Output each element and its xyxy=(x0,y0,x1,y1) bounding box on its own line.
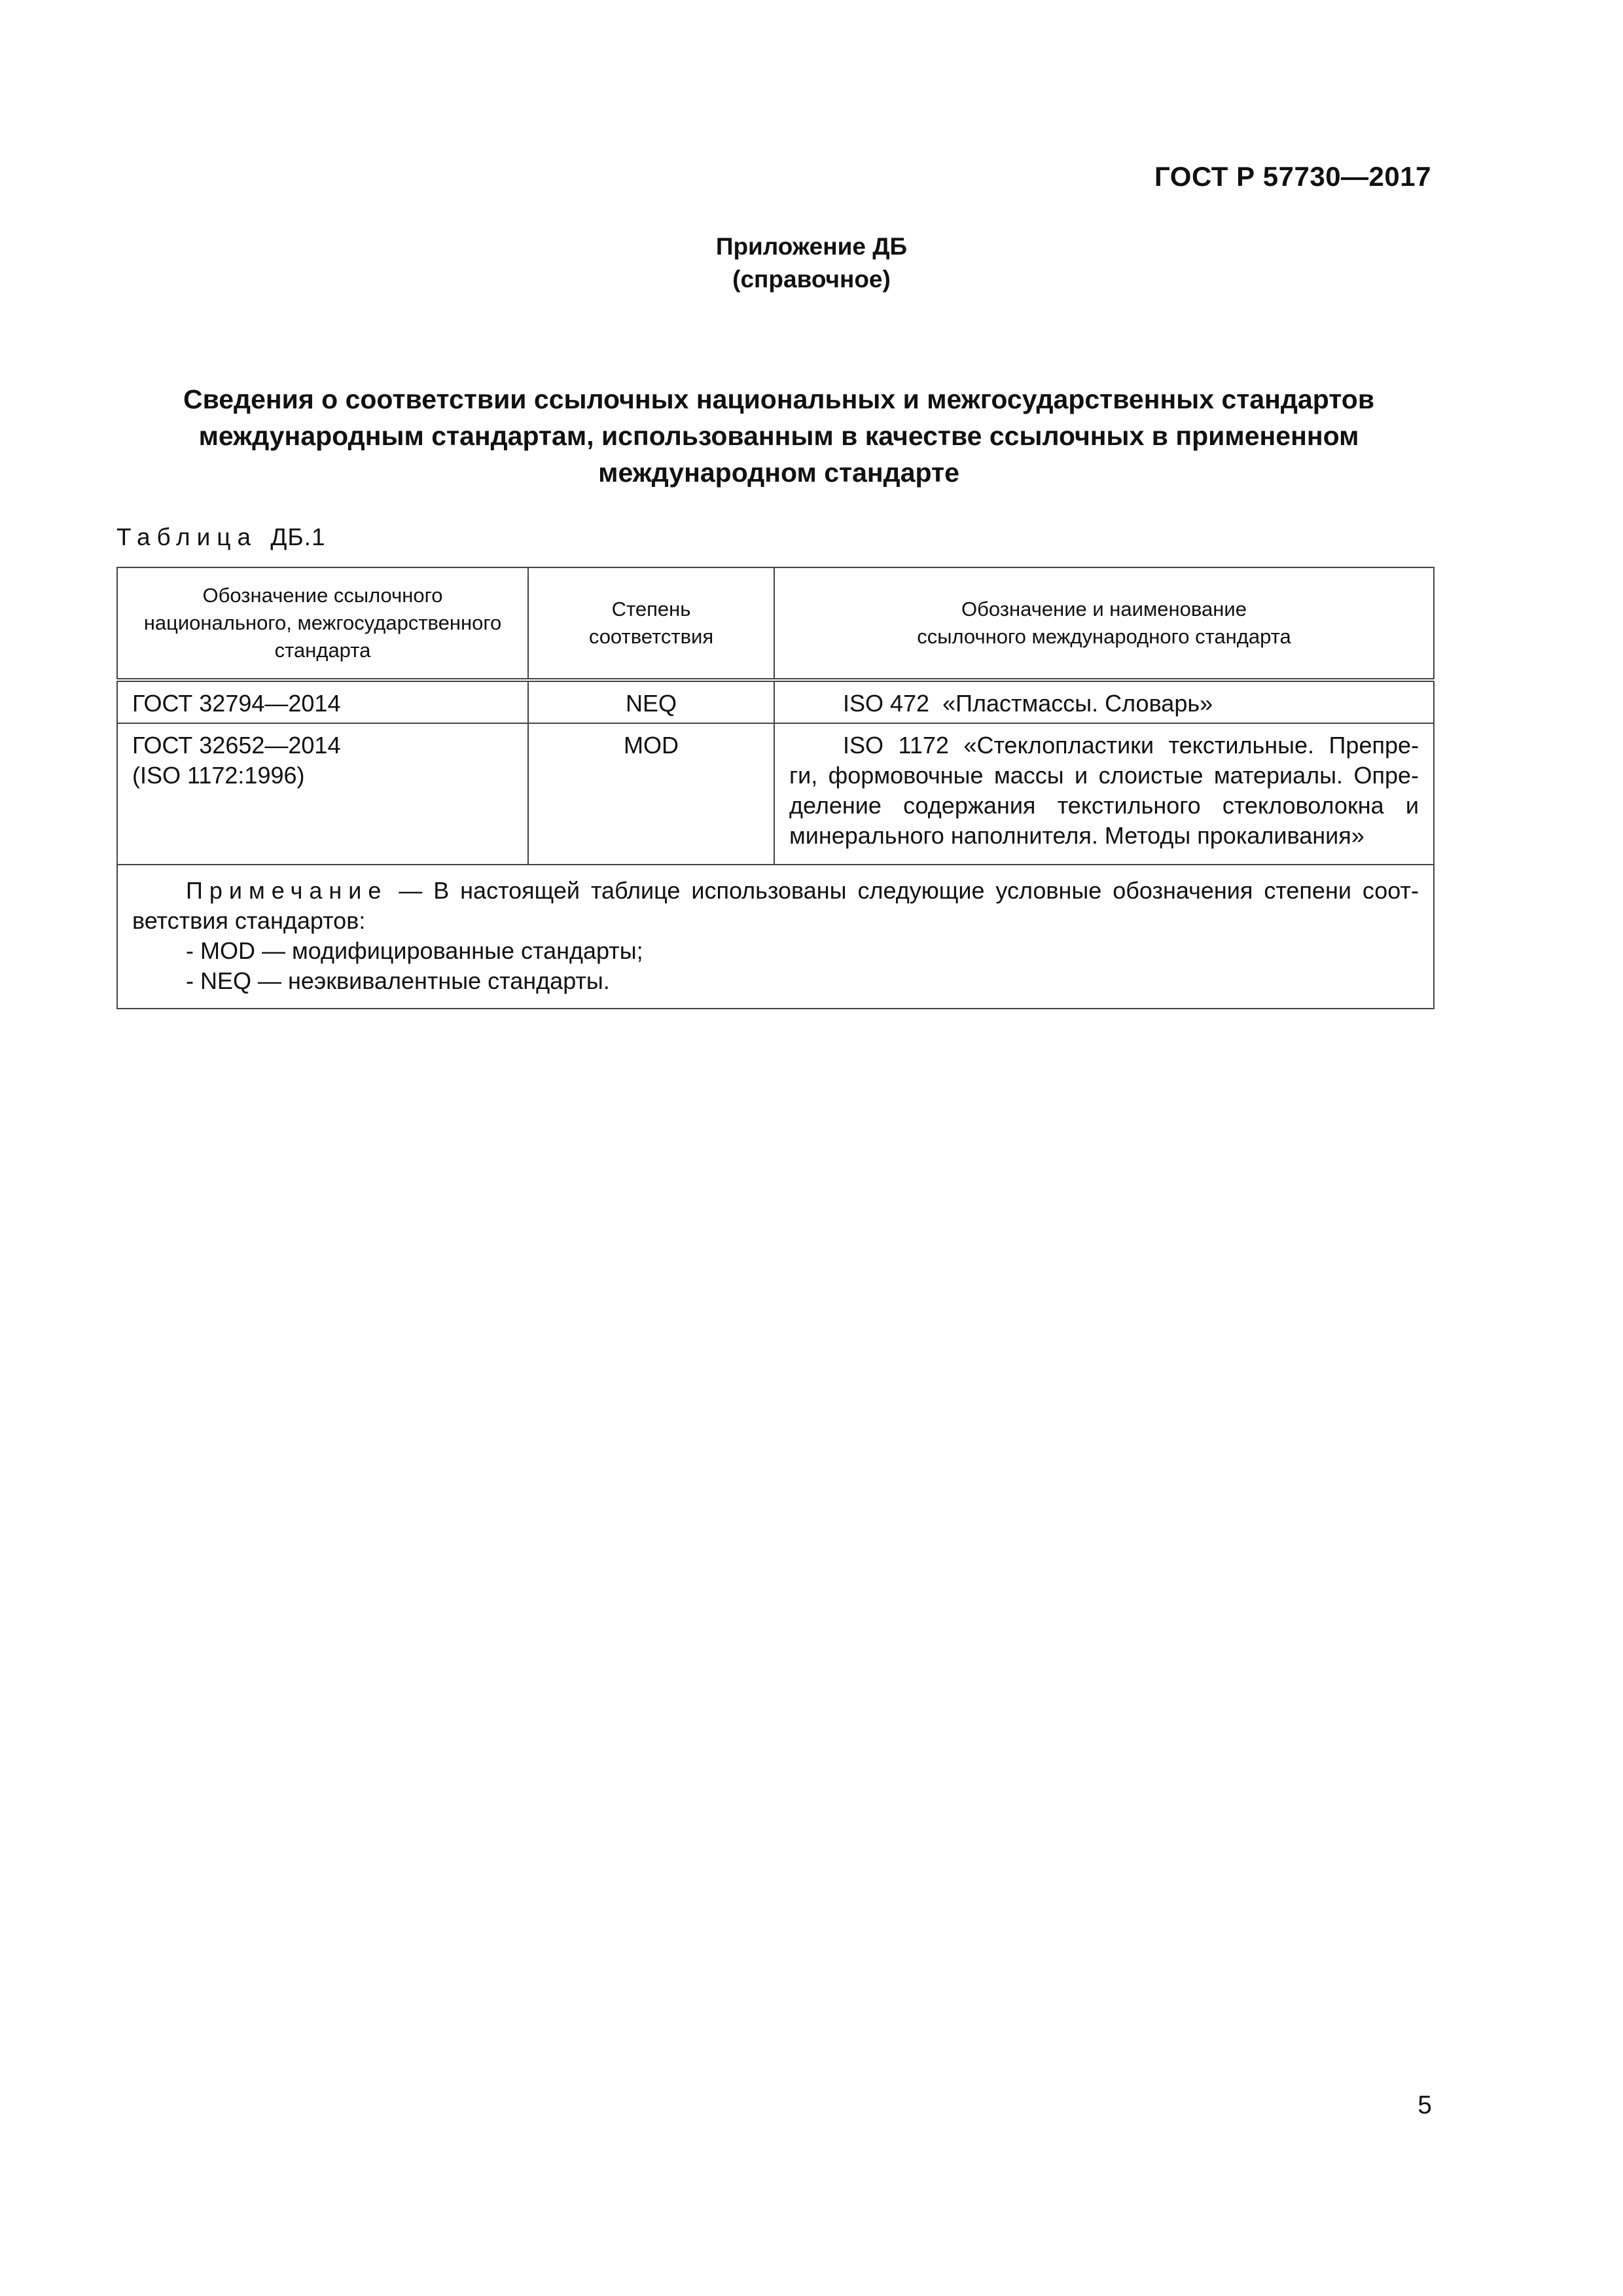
section-title-line: международным стандартам, использованным в качестве ссылочных в примененном xyxy=(198,421,1359,451)
appendix-heading xyxy=(0,230,1623,296)
note-first-line xyxy=(132,876,1419,906)
header-line: соответствия xyxy=(588,625,714,648)
note-text-continued: ветствия стандартов: xyxy=(132,907,366,934)
degree-value: NEQ xyxy=(625,690,677,717)
table-caption-number: ДБ.1 xyxy=(270,524,326,550)
table-row xyxy=(117,723,1434,865)
table-row xyxy=(117,680,1434,723)
table-note xyxy=(117,865,1434,1009)
table-header-row xyxy=(117,567,1434,680)
international-standard-text: ISO 1172 «Стеклопластики текстильные. Препре- xyxy=(843,732,1419,759)
header-line: Степень xyxy=(611,598,691,620)
table-note-row xyxy=(117,865,1434,1009)
note-text: — В настоящей таблице использованы следующие условные обозначения степени соот- xyxy=(387,877,1419,904)
correspondence-table xyxy=(116,567,1435,1009)
degree-cell xyxy=(528,723,774,865)
header-line: Обозначение ссылочного xyxy=(202,584,443,607)
table-caption xyxy=(116,524,326,551)
note-item: - NEQ — неэквивалентные стандарты. xyxy=(186,967,610,994)
page-number: 5 xyxy=(1418,2091,1432,2119)
table-caption-prefix: Таблица xyxy=(116,524,258,550)
national-standard-cell xyxy=(117,680,528,723)
appendix-subtitle: (справочное) xyxy=(732,266,891,293)
header-line: ссылочного международного стандарта xyxy=(917,625,1291,648)
section-title-line: Сведения о соответствии ссылочных национальных и межгосударственных стандартов xyxy=(183,384,1375,414)
international-standard-cell xyxy=(774,680,1434,723)
international-standard-text: деление содержания текстильного стекловолокна и xyxy=(789,792,1419,819)
header-national-standard xyxy=(117,567,528,680)
document-code: ГОСТ Р 57730—2017 xyxy=(1154,161,1431,192)
appendix-title: Приложение ДБ xyxy=(715,233,908,260)
international-standard-cell xyxy=(774,723,1434,865)
degree-value: MOD xyxy=(624,732,679,759)
section-title-line: международном стандарте xyxy=(598,457,959,488)
header-line: стандарта xyxy=(274,639,371,662)
degree-cell xyxy=(528,680,774,723)
national-standard-code: ГОСТ 32652—2014 xyxy=(132,732,341,759)
section-title xyxy=(118,381,1440,491)
note-item: - MOD — модифицированные стандарты; xyxy=(186,937,643,964)
header-line: национального, межгосударственного xyxy=(143,611,502,634)
header-degree xyxy=(528,567,774,680)
national-standard-cell xyxy=(117,723,528,865)
international-standard-text: ISO 472 «Пластмассы. Словарь» xyxy=(843,690,1213,717)
note-label: Примечание xyxy=(186,877,388,904)
national-standard-code: ГОСТ 32794—2014 xyxy=(132,690,341,717)
header-international-standard xyxy=(774,567,1434,680)
national-standard-equivalent: (ISO 1172:1996) xyxy=(132,762,305,789)
header-line: Обозначение и наименование xyxy=(961,598,1247,620)
international-standard-text: минерального наполнителя. Методы прокаливания» xyxy=(789,822,1364,849)
international-standard-text: ги, формовочные массы и слоистые материалы. Опре- xyxy=(789,762,1419,789)
